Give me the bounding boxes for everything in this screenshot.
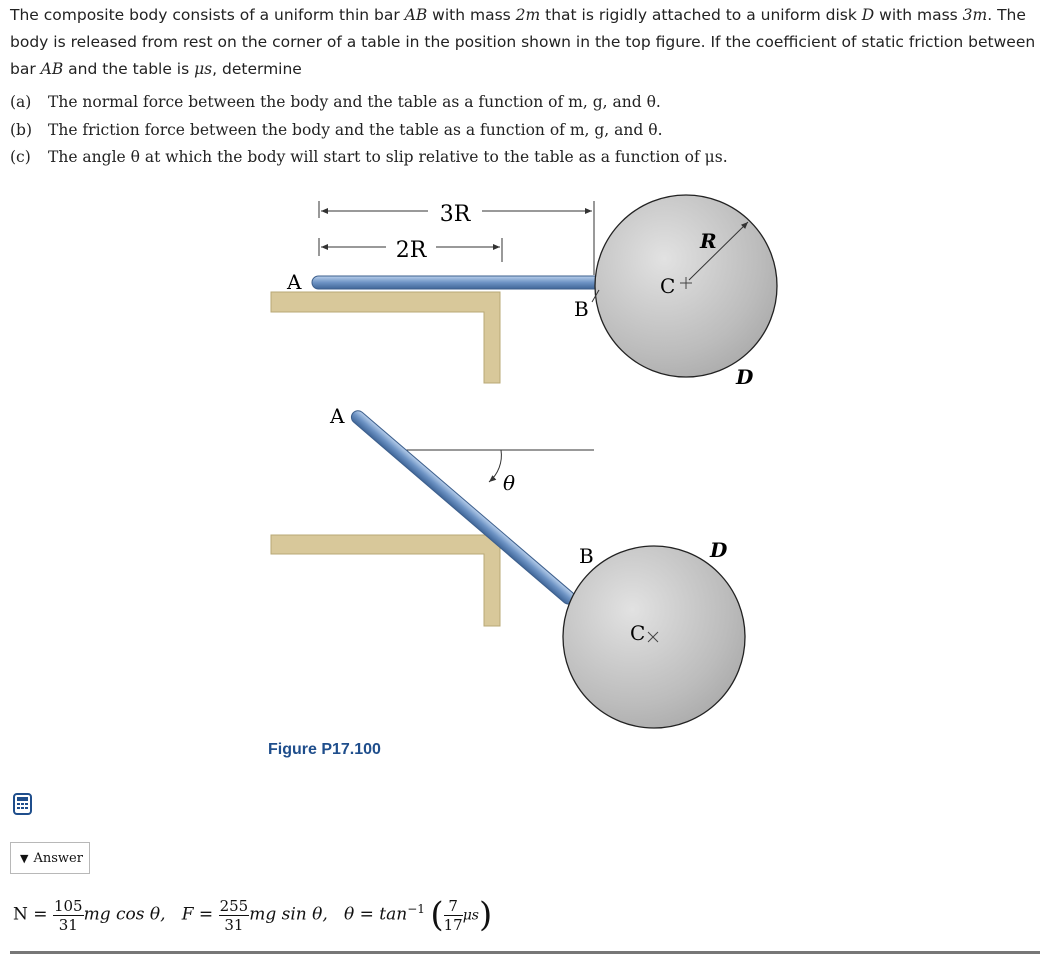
label-theta: θ — [503, 471, 516, 495]
problem-text: and the table is — [63, 60, 195, 78]
bar-ab-top — [312, 276, 602, 289]
label-a-top: A — [287, 270, 302, 294]
answer-expression: N = $\frac{105}{31}$ mg cos θ, F = $\frac{255}{31}$ mg sin θ, $\theta = \tan^{-1}$ ( $\frac{7}{17}$ μs) — [13, 895, 493, 935]
answer-toggle-button[interactable] — [10, 842, 90, 874]
answer-toggle-label: Answer — [33, 850, 83, 866]
bar-ab-bottom — [349, 408, 578, 607]
fraction-theta: $\frac{7}{17}$ — [443, 896, 463, 934]
label-d-top: D — [736, 365, 754, 389]
bottom-divider — [10, 951, 1040, 954]
part-b: (b) The friction force between the body and the table as a function of m, g, and θ. — [10, 120, 663, 139]
problem-mu-symbol: μs — [194, 60, 213, 78]
table-bottom — [271, 535, 500, 626]
problem-disk-symbol: D — [861, 6, 875, 24]
dim-3r-label: 3R — [439, 202, 471, 227]
problem-text: , determine — [212, 60, 302, 78]
label-c-bottom: C — [630, 621, 646, 645]
part-c: (c) The angle θ at which the body will start to slip relative to the table as a function of μs. — [10, 148, 728, 166]
disk-d-bottom — [563, 546, 745, 728]
label-c-top: C — [660, 274, 676, 298]
fraction-f: $\frac{255}{31}$ — [219, 896, 249, 934]
problem-text: that is rigidly attached to a uniform disk — [540, 6, 862, 24]
dim-2r-label: 2R — [395, 238, 427, 263]
label-r: R — [700, 229, 717, 253]
label-b-top: B — [574, 297, 589, 321]
problem-bar-mass: 2m — [515, 6, 541, 24]
problem-text: . The body is released from rest on the corner of a table in the position shown in the top figure. If the coefficient of static friction between bar — [10, 6, 1036, 78]
problem-text: with mass — [427, 6, 516, 24]
table-top — [271, 292, 500, 383]
label-a-bottom: A — [330, 404, 345, 428]
triangle-down-icon: ▼ — [20, 851, 29, 865]
calculator-icon[interactable] — [13, 793, 32, 815]
problem-bar-symbol: AB — [404, 6, 428, 24]
label-b-bottom: B — [579, 544, 594, 568]
problem-disk-mass: 3m — [962, 6, 988, 24]
problem-text: The composite body consists of a uniform thin bar — [10, 6, 405, 24]
part-a: (a) The normal force between the body and the table as a function of m, g, and θ. — [10, 93, 661, 111]
fraction-n: $\frac{105}{31}$ — [53, 896, 83, 934]
problem-text: with mass — [874, 6, 963, 24]
problem-bar-symbol: AB — [40, 60, 64, 78]
theta-arc — [489, 450, 501, 482]
figure-caption: Figure P17.100 — [268, 741, 381, 758]
label-d-bottom: D — [710, 538, 728, 562]
